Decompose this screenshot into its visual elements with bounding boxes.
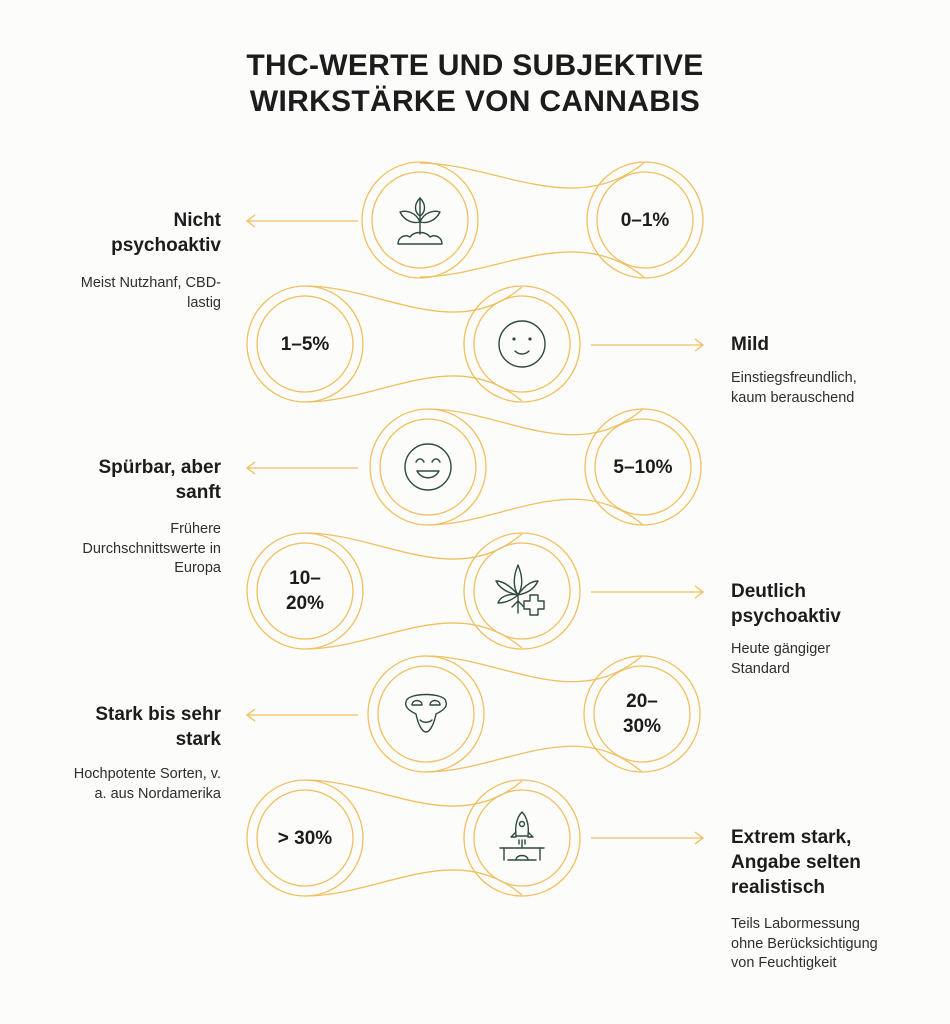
arrow-left-3 (247, 462, 358, 474)
level-label-3: Spürbar, aber sanft (98, 457, 221, 503)
range-value-5: 20– 30% (622, 691, 662, 737)
rocket-launch-icon (500, 812, 544, 860)
grin-icon (405, 444, 451, 490)
title-line-2: WIRKSTÄRKE VON CANNABIS (249, 85, 701, 118)
level-description-2: Einstiegsfreundlich, kaum berauschend (731, 370, 857, 406)
arrow-right-6 (591, 832, 703, 844)
level-label-6: Extrem stark, Angabe selten realistisch (731, 827, 861, 898)
level-label-1: Nicht psychoaktiv (111, 210, 221, 256)
level-description-5: Hochpotente Sorten, v. a. aus Nordamerika (73, 766, 221, 802)
level-description-3: Frühere Durchschnittswerte in Europa (82, 521, 221, 576)
level-label-4: Deutlich psychoaktiv (731, 581, 841, 627)
level-label-2: Mild (731, 334, 769, 355)
cannabis-leaf-plus-icon (496, 565, 544, 615)
level-description-4: Heute gängiger Standard (731, 641, 831, 677)
range-value-6: > 30% (277, 828, 333, 849)
level-description-6: Teils Labormessung ohne Berücksichtigung von Feuchtigkeit (731, 916, 878, 971)
range-value-1: 0–1% (620, 210, 670, 231)
sprout-icon (398, 198, 442, 244)
arrow-right-4 (591, 586, 703, 598)
range-value-3: 5–10% (613, 457, 673, 478)
range-value-2: 1–5% (280, 334, 330, 355)
smile-icon (499, 321, 545, 367)
title-line-1: THC-WERTE UND SUBJEKTIVE (246, 49, 704, 82)
arrow-left-5 (247, 709, 358, 721)
arrow-right-2 (591, 339, 703, 351)
range-value-4: 10– 20% (285, 568, 325, 614)
arrow-left-1 (247, 215, 358, 227)
alien-face-icon (406, 695, 447, 733)
level-description-1: Meist Nutzhanf, CBD- lastig (80, 275, 221, 311)
level-label-5: Stark bis sehr stark (95, 704, 221, 750)
